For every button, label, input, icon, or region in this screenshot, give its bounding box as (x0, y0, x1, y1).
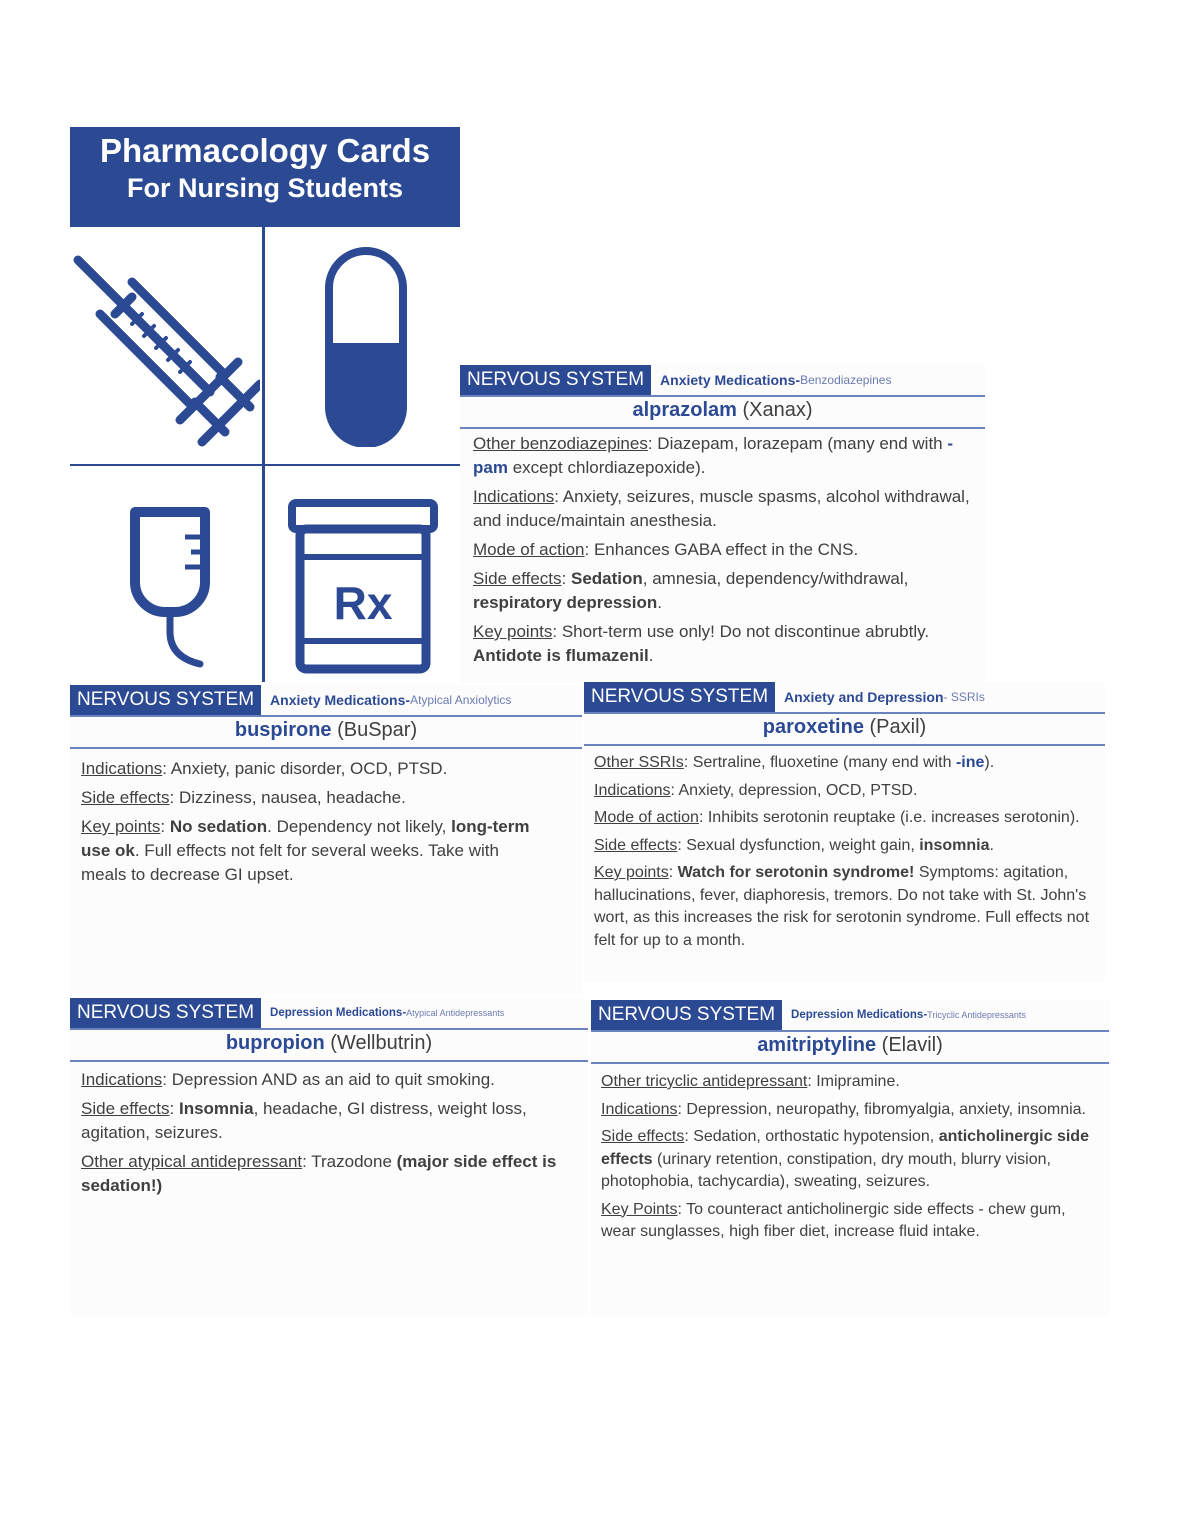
drug-name: amitriptyline (Elavil) (757, 1034, 943, 1056)
card-body (473, 432, 973, 673)
system-badge: NERVOUS SYSTEM (70, 998, 261, 1028)
header-rule (591, 1030, 1109, 1032)
title-line-2: For Nursing Students (127, 173, 403, 203)
grid-divider-horizontal (70, 464, 460, 466)
system-badge: NERVOUS SYSTEM (70, 685, 261, 715)
key-points: Key Points: To counteract anticholinergic side effects - chew gum, wear sunglasses, high fiber diet, increase fluid intake. (601, 1200, 1066, 1240)
card-buspirone (70, 685, 582, 995)
indications: Indications: Anxiety, panic disorder, OCD, PTSD. (81, 759, 448, 778)
drug-name: buspirone (BuSpar) (234, 719, 418, 741)
category-label: Depression Medications- Tricyclic Antidepressants (791, 1009, 1026, 1021)
system-badge: NERVOUS SYSTEM (591, 1000, 782, 1030)
mode-of-action: Mode of action: Enhances GABA effect in the CNS. (473, 540, 859, 559)
title-banner (70, 127, 460, 227)
card-header (70, 685, 511, 715)
header-rule (70, 1028, 588, 1030)
side-effects: Side effects: Insomnia, headache, GI distress, weight loss, agitation, seizures. (81, 1099, 527, 1142)
other-drugs: Other SSRIs: Sertraline, fluoxetine (many end with -ine). (594, 754, 995, 771)
drug-name: alprazolam (Xanax) (632, 399, 813, 421)
icon-grid (70, 227, 460, 682)
category-label: Depression Medications- Atypical Antidepressants (270, 1007, 505, 1019)
card-alprazolam (460, 365, 985, 683)
header-rule (70, 715, 582, 717)
title-line-1: Pharmacology Cards (99, 132, 431, 169)
drug-name: bupropion (Wellbutrin) (225, 1032, 433, 1054)
card-body (81, 1068, 587, 1203)
category-label: Anxiety Medications- Atypical Anxiolytics (270, 692, 512, 708)
mode-of-action: Mode of action: Inhibits serotonin reuptake (i.e. increases serotonin). (594, 809, 1080, 826)
side-effects: Side effects: Sedation, orthostatic hypotension, anticholinergic side effects (urinary retention, constipation, dry mouth, blurry vision, photophobia, tachycardia), sweating, seizures. (601, 1128, 1089, 1190)
name-rule (70, 1060, 588, 1062)
card-body (81, 757, 546, 892)
key-points: Key points: No sedation. Dependency not likely, long-term use ok. Full effects not felt for several weeks. Take with meals to decrease GI upset. (81, 817, 530, 884)
key-points: Key points: Watch for serotonin syndrome! Symptoms: agitation, hallucinations, fever, diaphoresis, tremors. Do not take with St. John's wort, as this increases the risk for serotonin syndrome. Full effects not felt for up to a month. (594, 864, 1090, 949)
system-badge: NERVOUS SYSTEM (460, 365, 651, 395)
card-header (70, 998, 504, 1028)
name-rule (584, 744, 1105, 746)
indications: Indications: Anxiety, depression, OCD, PTSD. (594, 781, 918, 799)
other-drugs: Other tricyclic antidepressant: Imipramine. (601, 1073, 900, 1090)
side-effects: Side effects: Sedation, amnesia, dependency/withdrawal, respiratory depression. (473, 569, 909, 612)
rx-symbol: Rx (333, 577, 393, 629)
card-header (591, 1000, 1026, 1030)
card-header (584, 682, 985, 712)
drug-name: paroxetine (Paxil) (762, 716, 927, 738)
card-bupropion (70, 998, 588, 1315)
side-effects: Side effects: Sexual dysfunction, weight gain, insomnia. (594, 836, 994, 854)
prescription-bottle-icon (288, 495, 438, 675)
card-body (594, 752, 1094, 957)
capsule-icon (325, 247, 407, 447)
category-label: Anxiety Medications- Benzodiazepines (660, 372, 892, 388)
indications: Indications: Depression, neuropathy, fibromyalgia, anxiety, insomnia. (601, 1100, 1086, 1118)
header-rule (584, 712, 1105, 714)
side-effects: Side effects: Dizziness, nausea, headache. (81, 788, 406, 807)
card-body (601, 1071, 1096, 1249)
iv-bag-icon (125, 502, 215, 672)
other-drugs: Other atypical antidepressant: Trazodone (major side effect is sedation!) (81, 1152, 557, 1195)
name-rule (70, 747, 582, 749)
category-label: Anxiety and Depression - SSRIs (784, 689, 985, 705)
indications: Indications: Depression AND as an aid to quit smoking. (81, 1070, 495, 1089)
header-rule (460, 395, 985, 397)
card-header (460, 365, 891, 395)
card-amitriptyline (591, 1000, 1109, 1315)
system-badge: NERVOUS SYSTEM (584, 682, 775, 712)
card-paroxetine (584, 682, 1105, 982)
syringe-icon (70, 252, 260, 452)
indications: Indications: Anxiety, seizures, muscle spasms, alcohol withdrawal, and induce/maintain anesthesia. (473, 487, 970, 530)
name-rule (591, 1062, 1109, 1064)
grid-divider-vertical (262, 227, 265, 682)
name-rule (460, 427, 985, 429)
key-points: Key points: Short-term use only! Do not discontinue abrubtly. Antidote is flumazenil. (473, 622, 930, 665)
other-drugs: Other benzodiazepines: Diazepam, lorazepam (many end with -pam except chlordiazepoxide). (473, 434, 954, 477)
